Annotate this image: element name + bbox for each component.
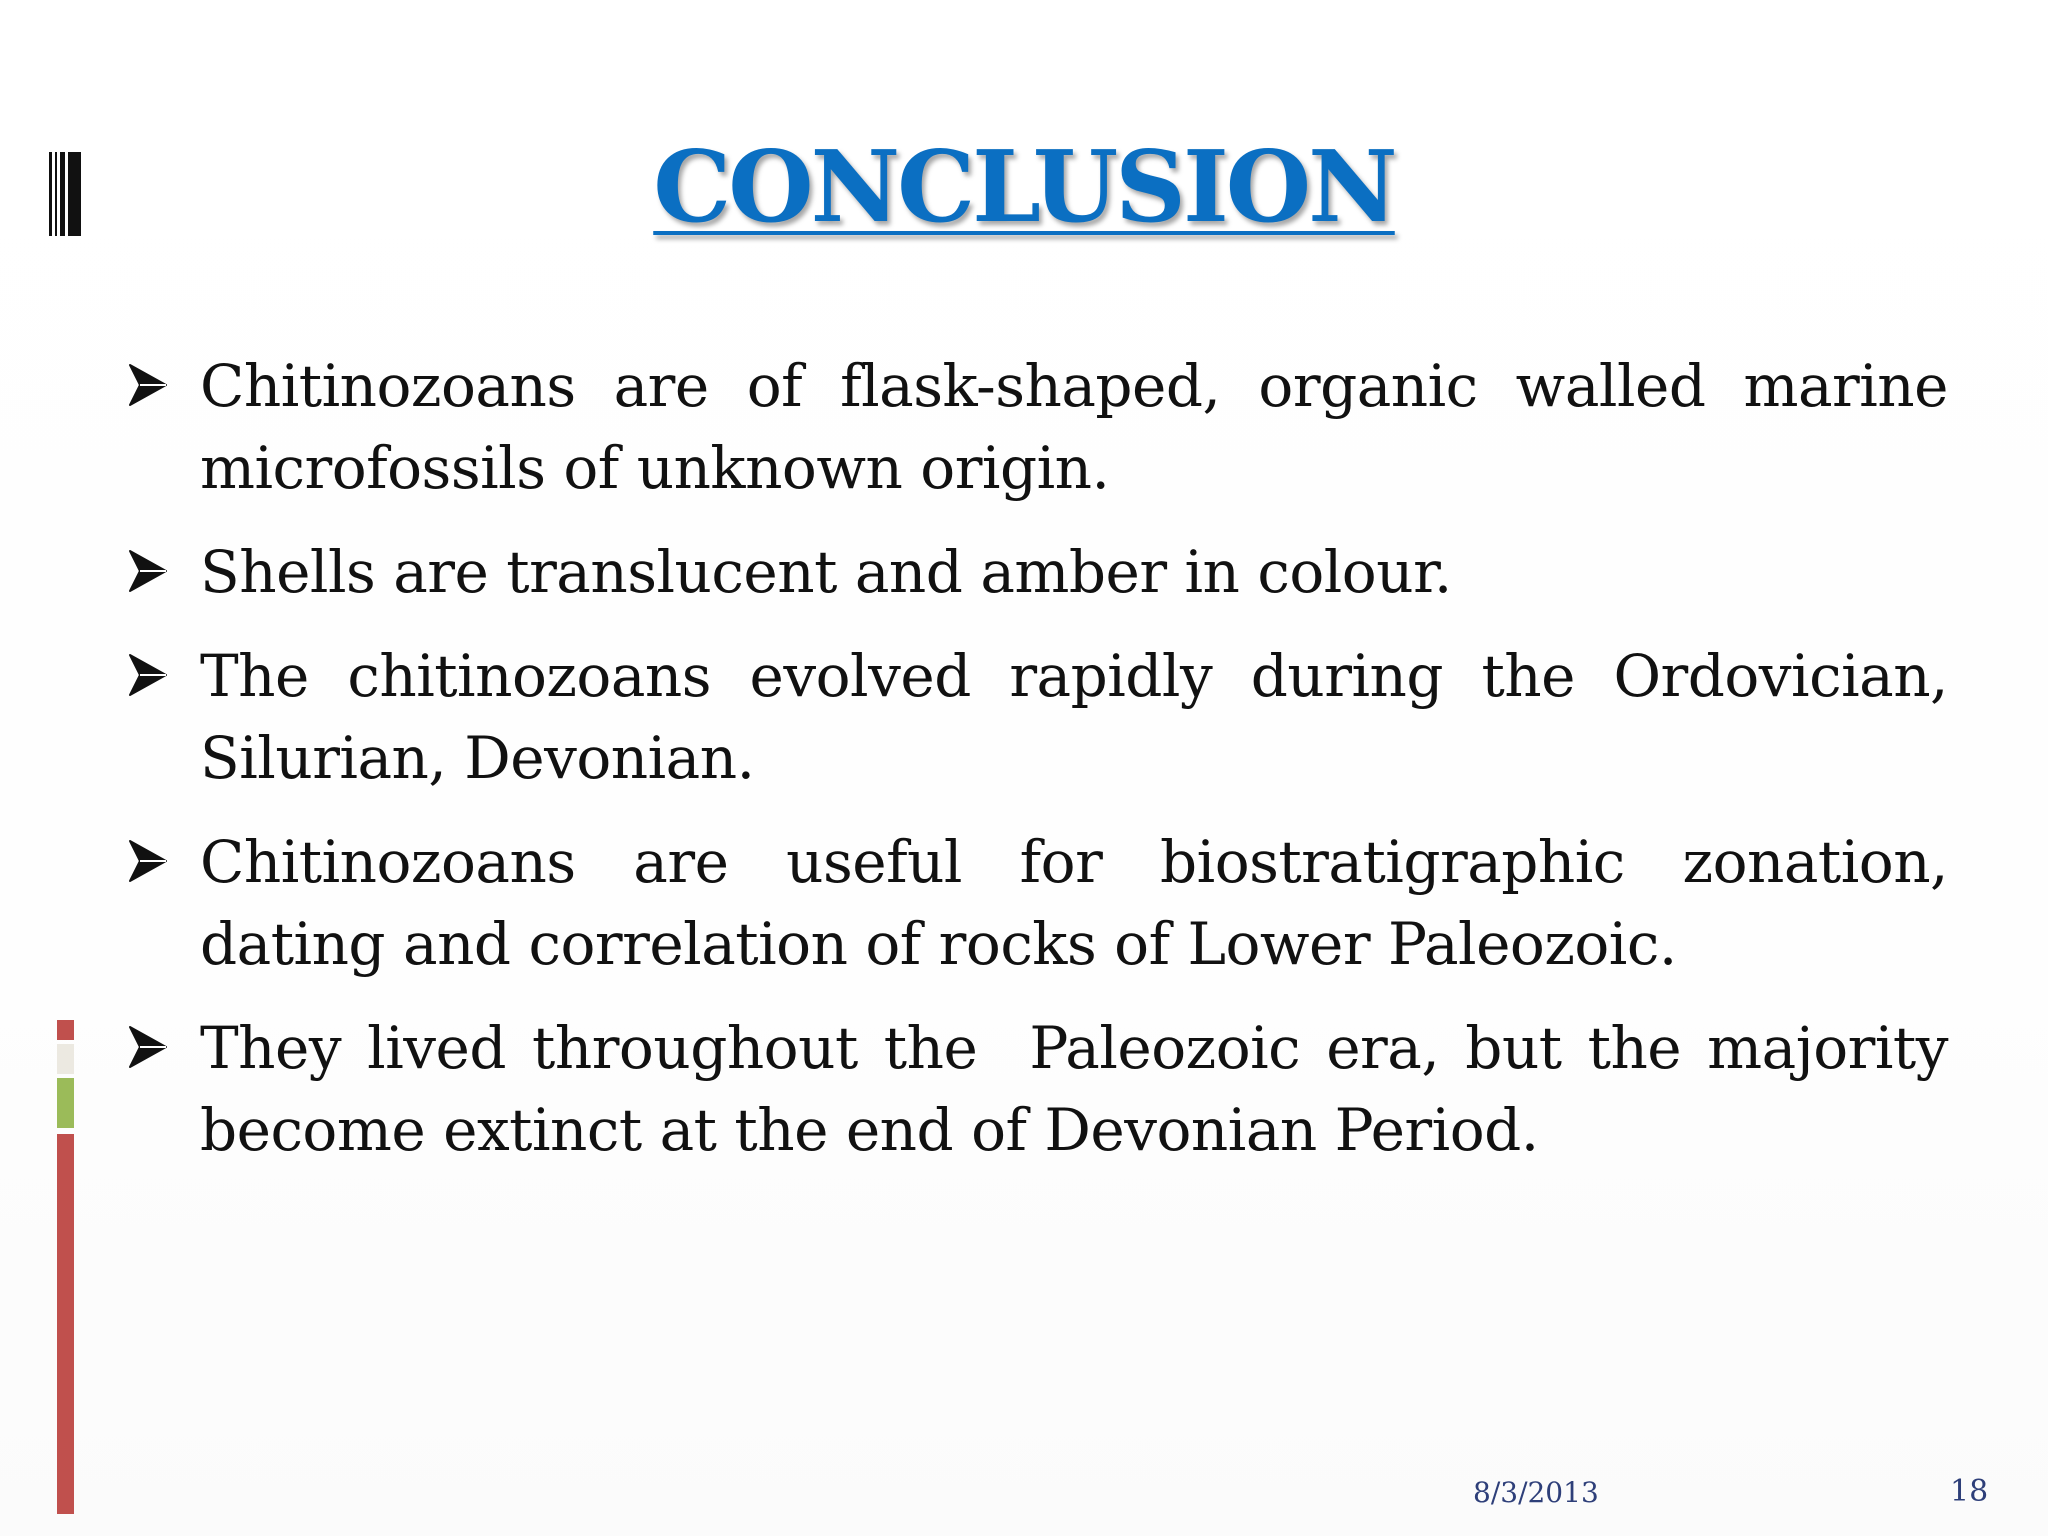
page-number: 18	[1950, 1474, 1989, 1509]
bullet-text: Chitinozoans are useful for biostratigraphic zonation, dating and correlation of rocks of Lower Paleozoic.	[200, 828, 1948, 978]
footer-date: 8/3/2013	[1473, 1476, 1599, 1509]
slide-title	[0, 130, 2048, 245]
bullet-text: They lived throughout the Paleozoic era, but the majority become extinct at the end of Devonian Period.	[200, 1014, 1966, 1164]
bullet-item	[124, 635, 1948, 799]
arrowhead-bullet-icon	[128, 653, 168, 697]
accent-bar-red-top	[57, 1020, 74, 1040]
bullet-item	[124, 345, 1948, 509]
arrowhead-bullet-icon	[128, 363, 168, 407]
bullet-text: Shells are translucent and amber in colour.	[200, 538, 1452, 606]
arrowhead-bullet-icon	[128, 1025, 168, 1069]
bullet-text: The chitinozoans evolved rapidly during the Ordovician, Silurian, Devonian.	[200, 642, 1948, 792]
accent-bar-beige	[57, 1044, 74, 1074]
bullet-item	[124, 531, 1948, 613]
accent-bar-red-long	[57, 1134, 74, 1514]
accent-bar-green	[57, 1078, 74, 1128]
bullet-item	[124, 1007, 1966, 1171]
slide-title-text: CONCLUSION	[653, 130, 1395, 245]
arrowhead-bullet-icon	[128, 549, 168, 593]
bullet-list	[124, 345, 1966, 1193]
bullet-item	[124, 821, 1948, 985]
bullet-text: Chitinozoans are of flask-shaped, organic walled marine microfossils of unknown origin.	[200, 352, 1948, 502]
arrowhead-bullet-icon	[128, 839, 168, 883]
